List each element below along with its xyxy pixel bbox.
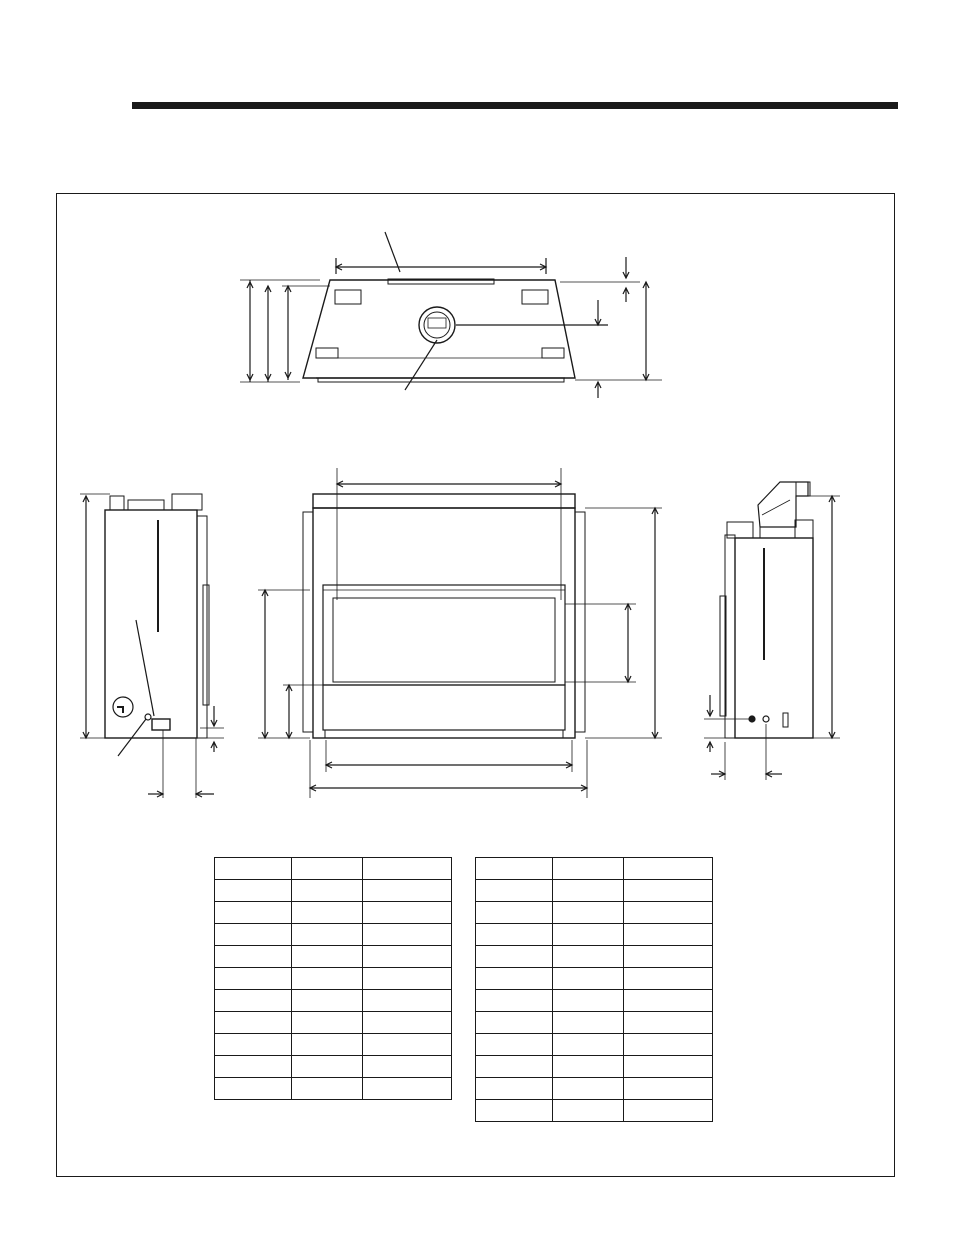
- table-row: [476, 968, 713, 990]
- dimension-table-right-body: [476, 858, 713, 1122]
- table-row: [215, 990, 452, 1012]
- table-row: [476, 946, 713, 968]
- dimension-table-left-body: [215, 858, 452, 1100]
- right-side-view: [704, 482, 840, 780]
- dimension-table-left: [214, 857, 452, 1100]
- left-side-view: [80, 494, 224, 798]
- table-row: [215, 968, 452, 990]
- table-row: [215, 946, 452, 968]
- table-row: [215, 924, 452, 946]
- table-row: [215, 1078, 452, 1100]
- table-row: [476, 1100, 713, 1122]
- table-row: [476, 858, 713, 880]
- table-row: [215, 902, 452, 924]
- table-row: [476, 1034, 713, 1056]
- top-view: [240, 232, 662, 398]
- table-row: [476, 1056, 713, 1078]
- table-row: [215, 1056, 452, 1078]
- table-row: [215, 880, 452, 902]
- table-row: [476, 880, 713, 902]
- table-row: [215, 1034, 452, 1056]
- table-row: [476, 1012, 713, 1034]
- table-row: [476, 990, 713, 1012]
- table-row: [476, 924, 713, 946]
- table-row: [215, 1012, 452, 1034]
- front-view: [258, 468, 662, 798]
- table-row: [476, 1078, 713, 1100]
- dimension-table-right: [475, 857, 713, 1122]
- table-row: [476, 902, 713, 924]
- table-row: [215, 858, 452, 880]
